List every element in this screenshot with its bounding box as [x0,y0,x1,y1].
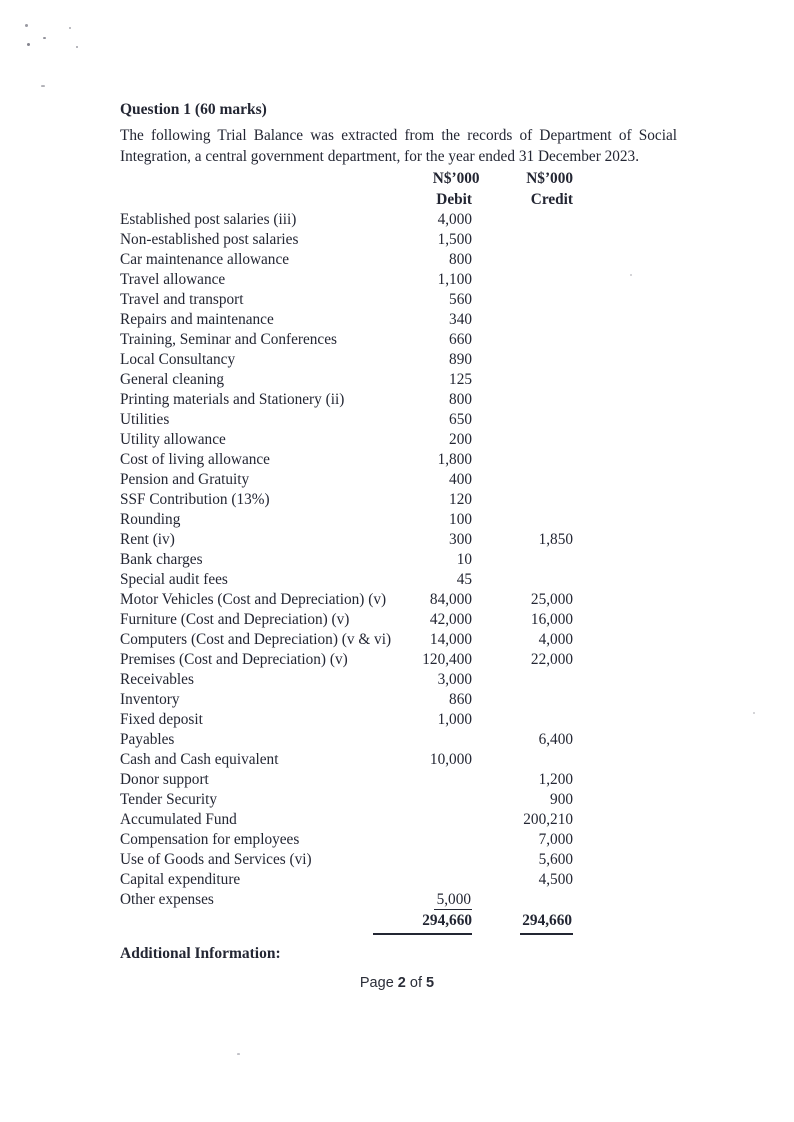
table-row [120,690,573,710]
credit-amount [472,230,573,250]
account-label: Tender Security [120,791,218,808]
debit-amount-cell [400,230,472,250]
table-row [120,670,573,690]
debit-amount-cell [400,630,472,650]
account-label: Motor Vehicles (Cost and Depreciation) (v) [120,591,387,608]
debit-amount-cell [400,410,472,430]
debit-amount-cell [400,270,472,290]
credit-total: 294,660 [520,911,573,935]
totals-row [120,911,573,935]
scan-speck [41,85,45,87]
account-label: Fixed deposit [120,711,203,728]
debit-amount-cell [400,290,472,310]
debit-amount-cell [400,590,472,610]
credit-amount [472,310,573,330]
account-label: Local Consultancy [120,351,236,368]
debit-amount-cell [400,770,472,790]
debit-amount: 100 [449,511,472,528]
account-label: Rounding [120,511,181,528]
table-row [120,410,573,430]
account-label: Compensation for employees [120,831,300,848]
debit-amount-cell [400,870,472,890]
account-label: Non-established post salaries [120,231,299,248]
table-row [120,370,573,390]
credit-column-header: Credit [530,191,573,208]
table-row [120,490,573,510]
table-row [120,570,573,590]
account-label: Computers (Cost and Depreciation) (v & vi) [120,631,392,648]
table-row [120,710,573,730]
credit-amount [472,490,573,510]
credit-unit-header: N$’000 [526,170,573,187]
debit-amount-cell [400,790,472,810]
table-unit-header-row [120,168,573,189]
credit-amount: 900 [550,791,573,808]
debit-amount-cell [400,670,472,690]
debit-total: 294,660 [373,911,472,935]
credit-amount [472,250,573,270]
debit-amount-cell [400,610,472,630]
debit-amount: 120 [449,491,472,508]
credit-amount: 4,500 [538,871,573,888]
debit-amount-cell [400,530,472,550]
table-row [120,610,573,630]
account-label: Established post salaries (iii) [120,211,297,228]
debit-amount-cell [400,430,472,450]
debit-amount-cell [400,370,472,390]
debit-amount: 3,000 [437,671,472,688]
debit-amount-cell [400,730,472,750]
footer-prefix: Page [359,975,394,991]
account-label: Printing materials and Stationery (ii) [120,391,345,408]
account-label: Donor support [120,771,209,788]
debit-amount: 300 [449,531,472,548]
credit-amount: 6,400 [538,731,573,748]
debit-column-header: Debit [436,191,472,208]
credit-amount [472,350,573,370]
debit-amount: 14,000 [429,631,472,648]
debit-amount: 5,000 [434,891,472,910]
debit-amount: 1,500 [437,231,472,248]
debit-amount: 400 [449,471,472,488]
table-row [120,450,573,470]
table-row [120,310,573,330]
credit-amount: 16,000 [530,611,573,628]
table-row [120,630,573,650]
scan-speck [237,1053,240,1055]
debit-amount-cell [400,750,472,770]
table-row [120,350,573,370]
table-row [120,830,573,850]
account-label: Cash and Cash equivalent [120,751,279,768]
account-label: Use of Goods and Services (vi) [120,851,312,868]
scan-speck [76,46,78,48]
account-label: Training, Seminar and Conferences [120,331,337,348]
table-row [120,210,573,230]
credit-amount: 7,000 [538,831,573,848]
debit-amount-cell [400,850,472,870]
header-spacer [120,168,433,189]
credit-amount [472,450,573,470]
credit-total-cell [472,911,573,935]
scan-speck [43,37,46,39]
table-row [120,470,573,490]
debit-amount: 800 [449,251,472,268]
account-label: Furniture (Cost and Depreciation) (v) [120,611,350,628]
debit-amount: 45 [456,571,472,588]
account-label: Special audit fees [120,571,228,588]
table-row [120,750,573,770]
table-row [120,650,573,670]
debit-amount-cell [400,830,472,850]
debit-unit-header: N$’000 [432,170,480,187]
debit-amount: 560 [449,291,472,308]
trial-balance-table [120,168,573,935]
account-label: SSF Contribution (13%) [120,491,270,508]
table-row [120,330,573,350]
debit-amount: 84,000 [429,591,472,608]
credit-amount [472,470,573,490]
debit-amount: 340 [449,311,472,328]
debit-amount: 4,000 [437,211,472,228]
credit-amount [472,550,573,570]
debit-amount: 1,000 [437,711,472,728]
account-label: Pension and Gratuity [120,471,250,488]
credit-amount: 200,210 [523,811,573,828]
account-label: Premises (Cost and Depreciation) (v) [120,651,348,668]
intro-line-2: Integration, a central government department, for the year ended 31 December 2023. [120,147,640,165]
debit-amount: 800 [449,391,472,408]
account-label: Capital expenditure [120,871,241,888]
credit-amount: 1,200 [538,771,573,788]
debit-amount: 860 [449,691,472,708]
debit-amount: 200 [449,431,472,448]
table-row [120,890,573,910]
table-row [120,770,573,790]
debit-amount-cell [400,350,472,370]
credit-amount: 22,000 [530,651,573,668]
account-label: Bank charges [120,551,203,568]
credit-amount [472,750,573,770]
account-label: Utilities [120,411,170,428]
debit-amount-cell [400,550,472,570]
footer-page-number: 2 [397,975,406,991]
debit-amount-cell [400,310,472,330]
totals-spacer [120,911,373,935]
account-label: Utility allowance [120,431,226,448]
intro-line-1: The following Trial Balance was extracted from the records of Department of Social [120,127,677,144]
debit-amount-cell [400,390,472,410]
credit-amount [472,510,573,530]
question-title: Question 1 (60 marks) [120,101,267,118]
debit-amount: 1,100 [437,271,472,288]
credit-amount [472,570,573,590]
credit-amount: 4,000 [538,631,573,648]
scan-speck [69,27,71,29]
debit-amount: 890 [449,351,472,368]
table-row [120,730,573,750]
debit-amount: 125 [449,371,472,388]
debit-amount-cell [400,650,472,670]
scan-speck [25,24,28,27]
debit-amount: 10 [456,551,472,568]
debit-amount-cell [400,330,472,350]
debit-amount: 120,400 [422,651,472,668]
debit-amount-cell [400,570,472,590]
scan-speck [630,274,632,276]
account-label: Travel allowance [120,271,226,288]
table-row [120,870,573,890]
credit-amount [472,670,573,690]
account-label: Other expenses [120,891,214,908]
trial-balance-rows [120,210,573,910]
table-row [120,590,573,610]
credit-amount: 25,000 [530,591,573,608]
table-row [120,290,573,310]
header-spacer [120,189,436,210]
footer-page-total: 5 [426,975,435,991]
debit-amount: 650 [449,411,472,428]
credit-amount [472,410,573,430]
account-label: Rent (iv) [120,531,175,548]
table-row [120,510,573,530]
credit-amount [472,390,573,410]
debit-amount-cell [400,210,472,230]
scan-speck [753,712,755,714]
debit-amount: 10,000 [429,751,472,768]
additional-info-heading: Additional Information: [120,945,281,962]
account-label: Cost of living allowance [120,451,270,468]
debit-amount-cell [400,250,472,270]
debit-amount-cell [400,510,472,530]
account-label: Receivables [120,671,194,688]
table-row [120,790,573,810]
table-row [120,230,573,250]
debit-amount-cell [400,470,472,490]
table-row [120,270,573,290]
page-footer [0,975,794,991]
debit-amount-cell [400,810,472,830]
debit-amount-cell [400,490,472,510]
debit-amount-cell [400,450,472,470]
credit-amount: 5,600 [538,851,573,868]
account-label: Inventory [120,691,180,708]
table-row [120,430,573,450]
debit-amount: 660 [449,331,472,348]
credit-amount [472,710,573,730]
table-row [120,530,573,550]
debit-amount-cell [400,710,472,730]
account-label: Travel and transport [120,291,244,308]
footer-of: of [409,975,422,991]
credit-amount [472,430,573,450]
account-label: Car maintenance allowance [120,251,290,268]
credit-amount: 1,850 [538,531,573,548]
credit-amount [472,270,573,290]
intro-paragraph [120,126,677,167]
table-column-header-row [120,189,573,210]
table-row [120,810,573,830]
account-label: Accumulated Fund [120,811,237,828]
credit-amount [472,370,573,390]
credit-amount [472,890,573,910]
debit-amount: 42,000 [429,611,472,628]
scan-speck [27,43,30,46]
debit-amount: 1,800 [437,451,472,468]
table-row [120,550,573,570]
account-label: General cleaning [120,371,225,388]
account-label: Payables [120,731,175,748]
credit-amount [472,690,573,710]
debit-amount-cell [400,690,472,710]
account-label: Repairs and maintenance [120,311,274,328]
credit-amount [472,330,573,350]
table-row [120,850,573,870]
credit-amount [472,290,573,310]
credit-amount [472,210,573,230]
table-row [120,390,573,410]
debit-amount-cell [400,890,472,910]
table-row [120,250,573,270]
